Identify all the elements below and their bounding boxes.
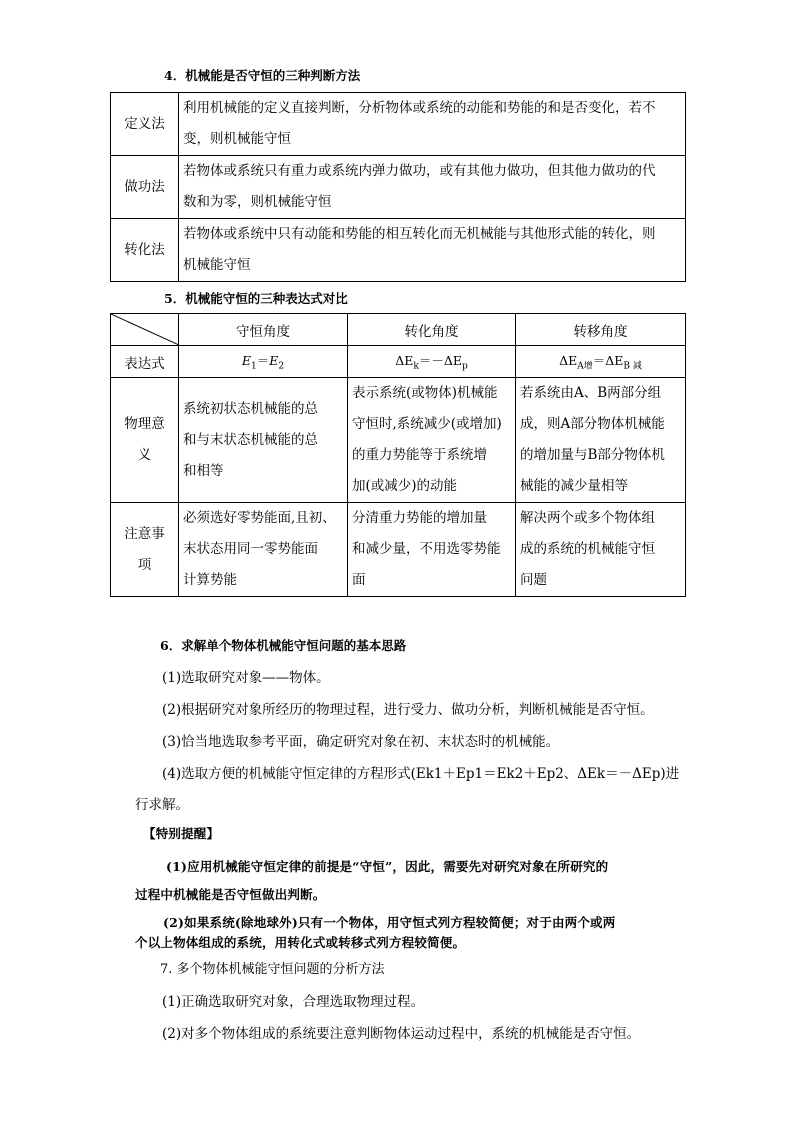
notes-transfer: 解决两个或多个物体组 成的系统的机械能守恒 问题 [516, 503, 686, 597]
physics-transform: 表示系统(或物体)机械能 守恒时,系统减少(或增加) 的重力势能等于系统增 加(或减少)的动能 [348, 378, 516, 503]
table-row [111, 503, 686, 597]
method-description: 若物体或系统中只有动能和势能的相互转化而无机械能与其他形式能的转化，则 机械能守恒 [179, 219, 686, 282]
section4-heading: 4．机械能是否守恒的三种判断方法 [164, 68, 361, 83]
table-row [111, 314, 686, 346]
row-label: 物理意 义 [111, 378, 179, 503]
expr-conservation: $E_1=E_2$ [179, 346, 348, 378]
method-description: 利用机械能的定义直接判断，分析物体或系统的动能和势能的和是否变化，若不 变，则机械能守恒 [179, 93, 686, 156]
section6-heading: 6．求解单个物体机械能守恒问题的基本思路 [160, 638, 407, 653]
notes-conservation: 必须选好零势能面,且初、 末状态用同一零势能面 计算势能 [179, 503, 348, 597]
column-header: 转化角度 [348, 314, 516, 346]
list-item-continuation: 行求解。 [135, 797, 189, 813]
expression-comparison-table [110, 313, 686, 597]
list-item: (3)恰当地选取参考平面，确定研究对象在初、末状态时的机械能。 [162, 734, 560, 750]
method-label: 定义法 [111, 93, 179, 156]
notes-transform: 分清重力势能的增加量 和减少量，不用选零势能 面 [348, 503, 516, 597]
tip-paragraph: (1)应用机械能守恒定律的前提是“守恒”，因此，需要先对研究对象在所研究的 [166, 859, 609, 874]
method-label: 做功法 [111, 156, 179, 219]
corner-cell [111, 314, 179, 346]
expr-transfer: $\Delta E_{A增}=\Delta E_{B 减}$ [516, 346, 686, 378]
tip-paragraph: 个以上物体组成的系统，用转化式或转移式列方程较简便。 [135, 935, 466, 950]
list-item: (1)选取研究对象——物体。 [162, 670, 330, 686]
list-item: (4)选取方便的机械能守恒定律的方程形式(Ek1＋Ep1＝Ek2＋Ep2、ΔEk＝－ΔEp)进 [162, 766, 680, 782]
diagonal-line [111, 314, 179, 345]
method-description: 若物体或系统只有重力或系统内弹力做功，或有其他力做功，但其他力做功的代 数和为零，则机械能守恒 [179, 156, 686, 219]
section5-heading: 5．机械能守恒的三种表达式对比 [164, 291, 348, 306]
row-label: 注意事 项 [111, 503, 179, 597]
tip-paragraph: (2)如果系统(除地球外)只有一个物体，用守恒式列方程较简便；对于由两个或两 [163, 915, 616, 930]
judgement-methods-table [110, 92, 686, 282]
table-row [111, 219, 686, 282]
list-item: (1)正确选取研究对象，合理选取物理过程。 [162, 994, 425, 1010]
physics-transfer: 若系统由A、B两部分组 成，则A部分物体机械能 的增加量与B部分物体机 械能的减少量相等 [516, 378, 686, 503]
method-label: 转化法 [111, 219, 179, 282]
physics-conservation: 系统初状态机械能的总 和与末状态机械能的总 和相等 [179, 378, 348, 503]
table-row [111, 346, 686, 378]
column-header: 守恒角度 [179, 314, 348, 346]
list-item: (2)根据研究对象所经历的物理过程，进行受力、做功分析，判断机械能是否守恒。 [162, 702, 654, 718]
table-row [111, 378, 686, 503]
row-label: 表达式 [111, 346, 179, 378]
tip-title: 【特别提醒】 [143, 826, 220, 841]
list-item: (2)对多个物体组成的系统要注意判断物体运动过程中，系统的机械能是否守恒。 [162, 1026, 641, 1042]
tip-paragraph: 过程中机械能是否守恒做出判断。 [135, 887, 326, 902]
section7-heading: 7. 多个物体机械能守恒问题的分析方法 [160, 962, 385, 977]
column-header: 转移角度 [516, 314, 686, 346]
expr-transform: $\Delta E_k=-\Delta E_p$ [348, 346, 516, 378]
table-row [111, 93, 686, 156]
table-row [111, 156, 686, 219]
